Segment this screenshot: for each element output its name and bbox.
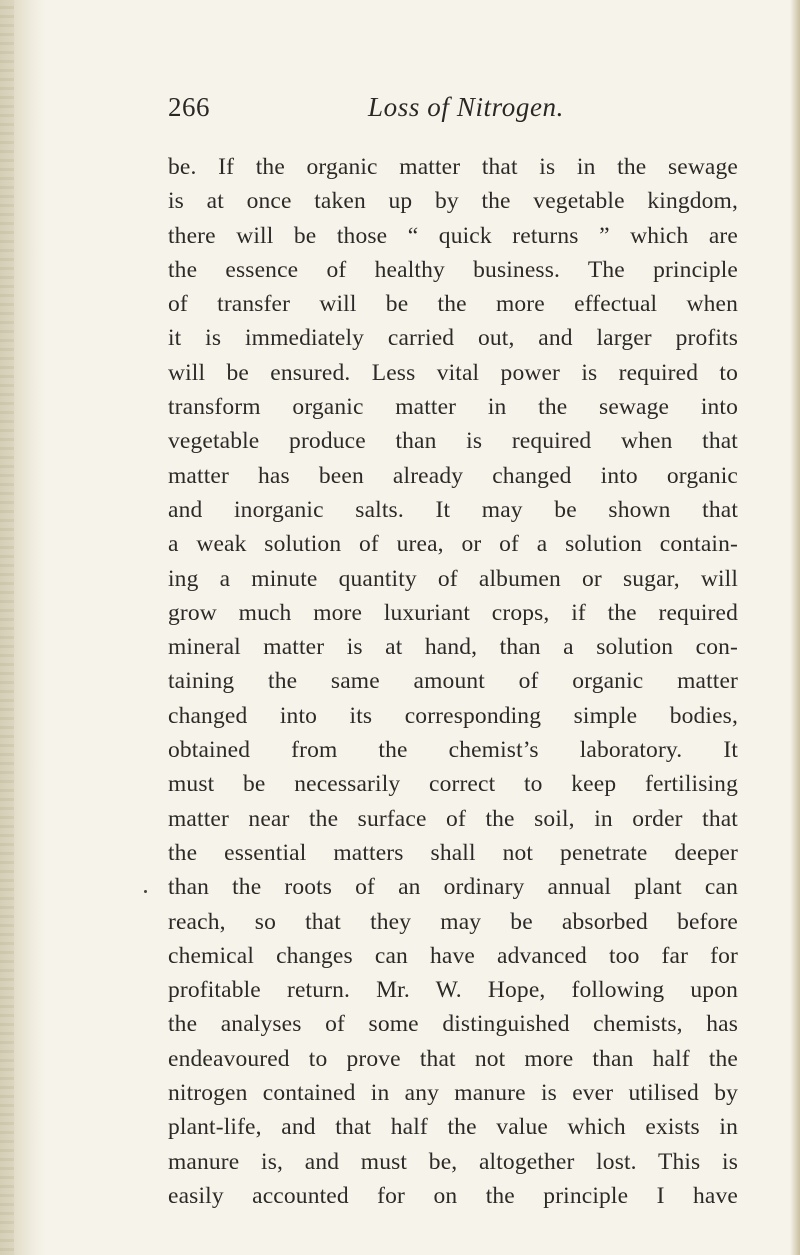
text-line: profitable return. Mr. W. Hope, following upon	[168, 977, 738, 1004]
text-line: matter near the surface of the soil, in order that	[168, 805, 738, 832]
text-line: and inorganic salts. It may be shown that	[168, 496, 738, 523]
text-line: must be necessarily correct to keep fertilising	[168, 771, 738, 798]
text-line: there will be those “ quick returns ” which are	[168, 222, 738, 249]
text-line: endeavoured to prove that not more than half the	[168, 1045, 738, 1072]
text-line: manure is, and must be, altogether lost. This is	[168, 1148, 738, 1175]
page-edge	[790, 0, 800, 1255]
text-line: than the roots of an ordinary annual plant can	[168, 874, 738, 901]
text-line: chemical changes can have advanced too far for	[168, 942, 738, 969]
text-line: nitrogen contained in any manure is ever utilised by	[168, 1080, 738, 1107]
text-line: changed into its corresponding simple bodies,	[168, 702, 738, 729]
running-header	[168, 92, 738, 132]
text-line: ing a minute quantity of albumen or sugar, will	[168, 565, 738, 592]
text-line: mineral matter is at hand, than a solution con-	[168, 634, 738, 661]
text-line: matter has been already changed into organic	[168, 462, 738, 489]
text-line: taining the same amount of organic matter	[168, 668, 738, 695]
text-line: a weak solution of urea, or of a solution contain-	[168, 531, 738, 558]
ink-speck	[144, 890, 147, 893]
text-line: the essence of healthy business. The principle	[168, 256, 738, 283]
text-line: it is immediately carried out, and larger profits	[168, 325, 738, 352]
page-gutter	[0, 0, 46, 1255]
text-line: is at once taken up by the vegetable kingdom,	[168, 188, 738, 215]
text-line: the analyses of some distinguished chemists, has	[168, 1011, 738, 1038]
text-line: be. If the organic matter that is in the sewage	[168, 154, 738, 180]
text-line: easily accounted for on the principle I have	[168, 1182, 738, 1209]
page-number: 266	[168, 92, 210, 122]
text-line: grow much more luxuriant crops, if the required	[168, 599, 738, 626]
running-title: Loss of Nitrogen.	[368, 92, 564, 122]
text-line: transform organic matter in the sewage into	[168, 394, 738, 421]
text-line: will be ensured. Less vital power is required to	[168, 359, 738, 386]
text-line: vegetable produce than is required when that	[168, 428, 738, 455]
text-line: of transfer will be the more effectual when	[168, 291, 738, 318]
text-line: reach, so that they may be absorbed before	[168, 908, 738, 935]
text-line: obtained from the chemist’s laboratory. It	[168, 737, 738, 764]
text-line: plant-life, and that half the value which exists in	[168, 1114, 738, 1141]
text-line: the essential matters shall not penetrate deeper	[168, 839, 738, 866]
body-text	[168, 150, 738, 1213]
